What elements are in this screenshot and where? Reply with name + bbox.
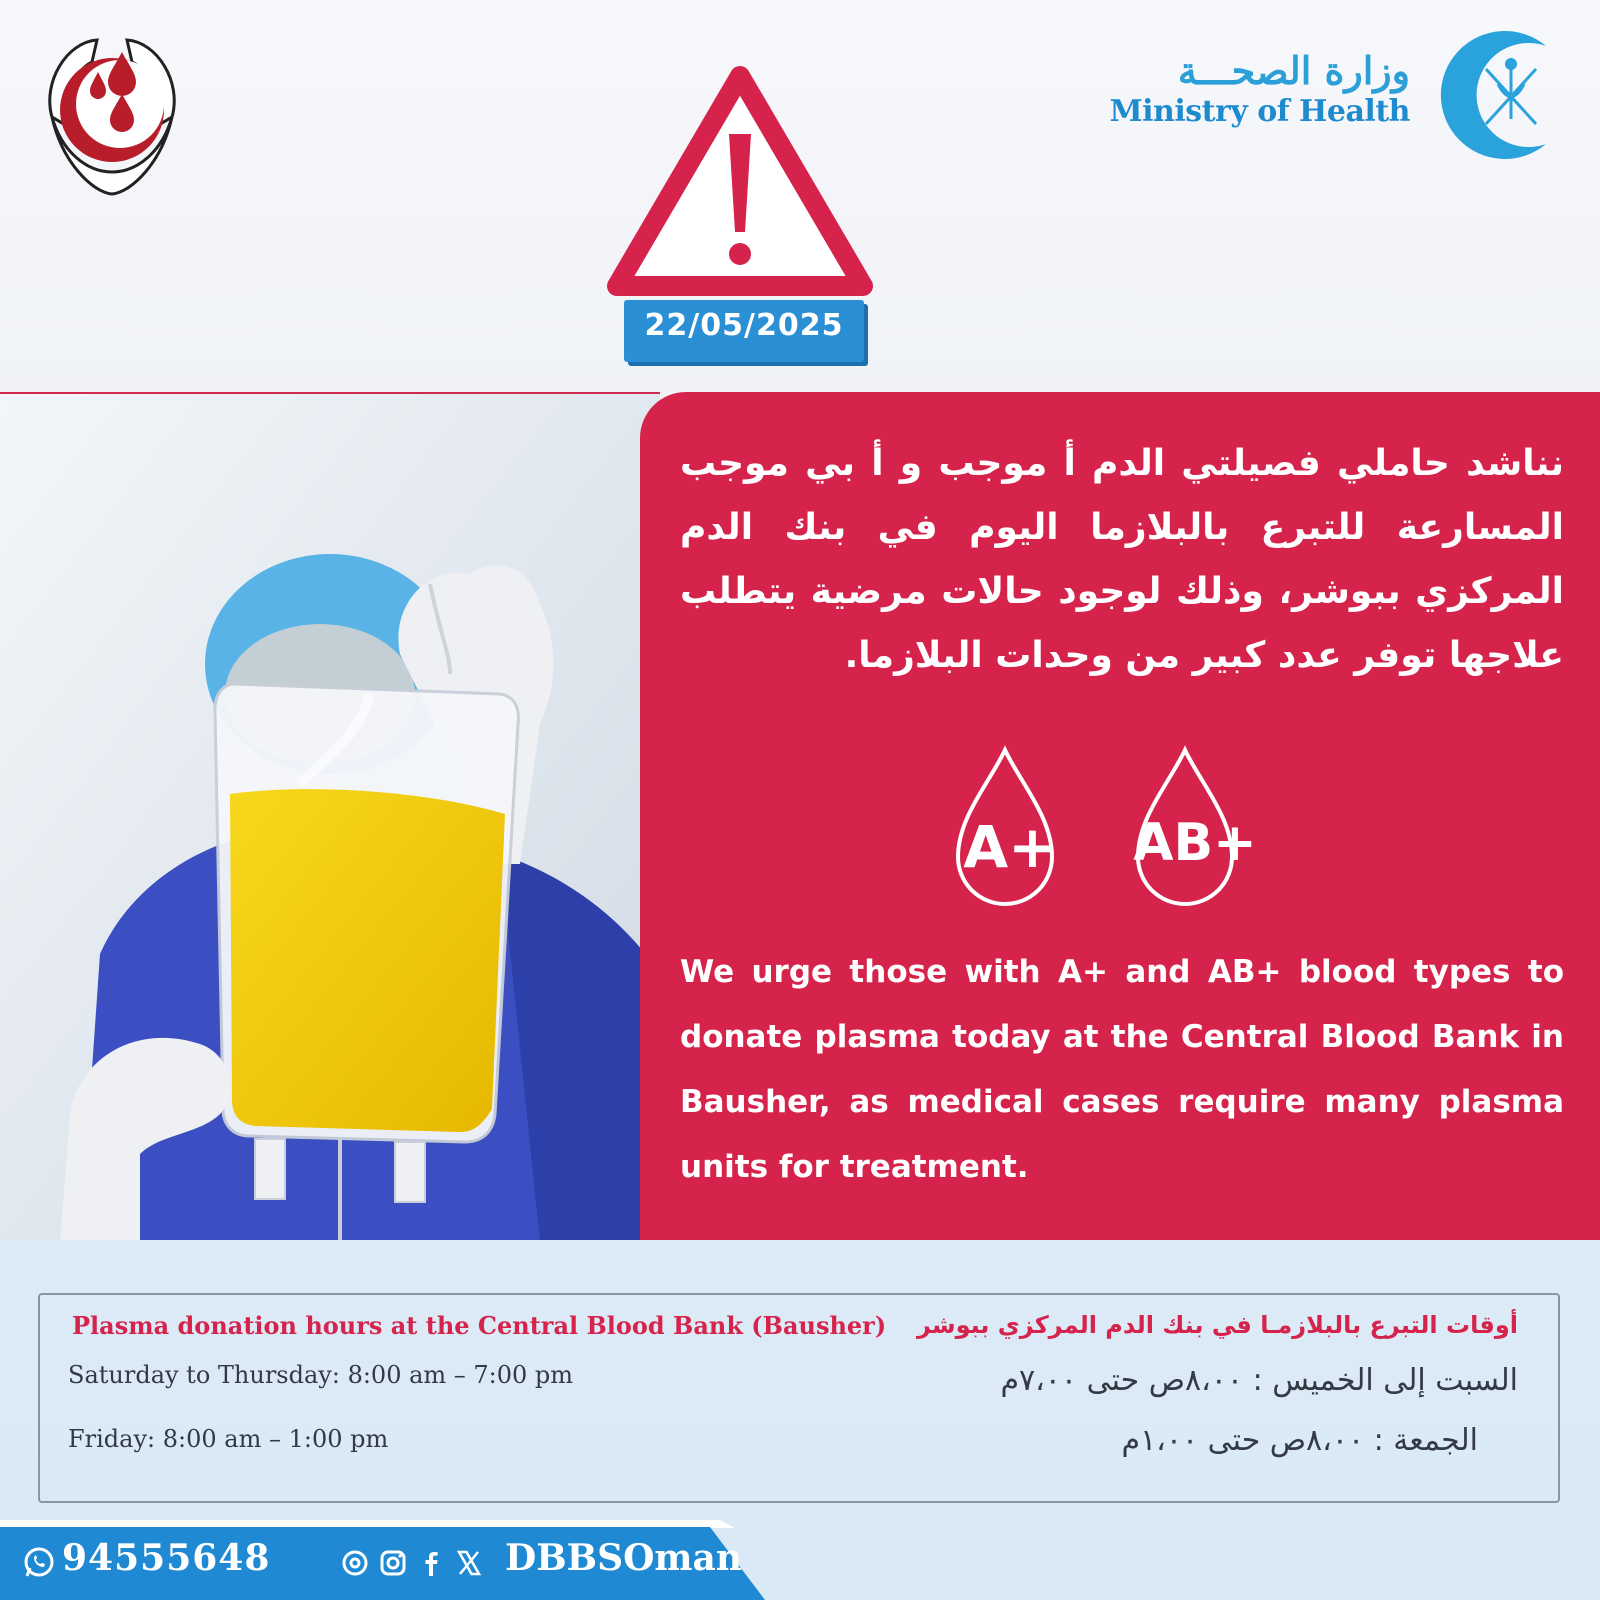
social-icons bbox=[340, 1546, 484, 1580]
blood-drop-a-positive-icon bbox=[958, 750, 1057, 904]
arabic-appeal-text: نناشد حاملي فصيلتي الدم أ موجب و أ بي موجب المسارعة للتبرع بالبلازما اليوم في بنك الدم المركزي ببوشر، وذلك لوجود حالات مرضية يتطلب علاجها توفر عدد كبير من وحدات البلازما. bbox=[680, 443, 1564, 676]
hours-title-ar: أوقات التبرع بالبلازمـا في بنك الدم المركزي ببوشر bbox=[917, 1311, 1518, 1339]
phone-number[interactable]: 94555648 bbox=[62, 1537, 271, 1579]
ministry-name-en: Ministry of Health bbox=[1109, 93, 1410, 129]
hours-weekdays-ar: السبت إلى الخميس : ٨،٠٠ص حتى ٧،٠٠م bbox=[1000, 1363, 1518, 1398]
blood-drop-ab-positive-icon bbox=[1133, 750, 1256, 904]
photo-illustration bbox=[0, 394, 660, 1240]
date-badge bbox=[624, 300, 864, 362]
donation-hours-box bbox=[38, 1293, 1560, 1503]
english-appeal-text: We urge those with A+ and AB+ blood types to donate plasma today at the Central Blood Bank in Bausher, as medical cases require many plasma units for treatment. bbox=[680, 954, 1564, 1185]
hours-weekdays-en: Saturday to Thursday: 8:00 am – 7:00 pm bbox=[68, 1361, 574, 1389]
ministry-name-ar: وزارة الصحـــة bbox=[1177, 48, 1410, 93]
blood-type-label: A+ bbox=[963, 813, 1057, 881]
facebook-icon[interactable] bbox=[416, 1548, 446, 1578]
social-handle[interactable]: DBBSOman bbox=[505, 1537, 743, 1579]
x-twitter-icon[interactable] bbox=[454, 1548, 484, 1578]
date-text: 22/05/2025 bbox=[644, 308, 844, 343]
hours-title-en: Plasma donation hours at the Central Blood Bank (Bausher) bbox=[72, 1311, 887, 1340]
message-panel bbox=[640, 392, 1600, 1240]
hours-friday-ar: الجمعة : ٨،٠٠ص حتى ١،٠٠م bbox=[1121, 1423, 1478, 1458]
threads-icon[interactable] bbox=[340, 1548, 370, 1578]
ministry-emblem-logo bbox=[1428, 24, 1570, 166]
dbbs-logo bbox=[22, 22, 202, 202]
whatsapp-icon bbox=[22, 1545, 56, 1579]
hours-friday-en: Friday: 8:00 am – 1:00 pm bbox=[68, 1425, 389, 1453]
blood-type-drops bbox=[940, 742, 1260, 922]
instagram-icon[interactable] bbox=[378, 1548, 408, 1578]
plasma-bag-photo bbox=[0, 392, 660, 1240]
ministry-name bbox=[1109, 50, 1410, 129]
blood-type-label: AB+ bbox=[1133, 813, 1257, 873]
footer-edge bbox=[0, 1520, 735, 1528]
warning-icon bbox=[605, 64, 875, 304]
